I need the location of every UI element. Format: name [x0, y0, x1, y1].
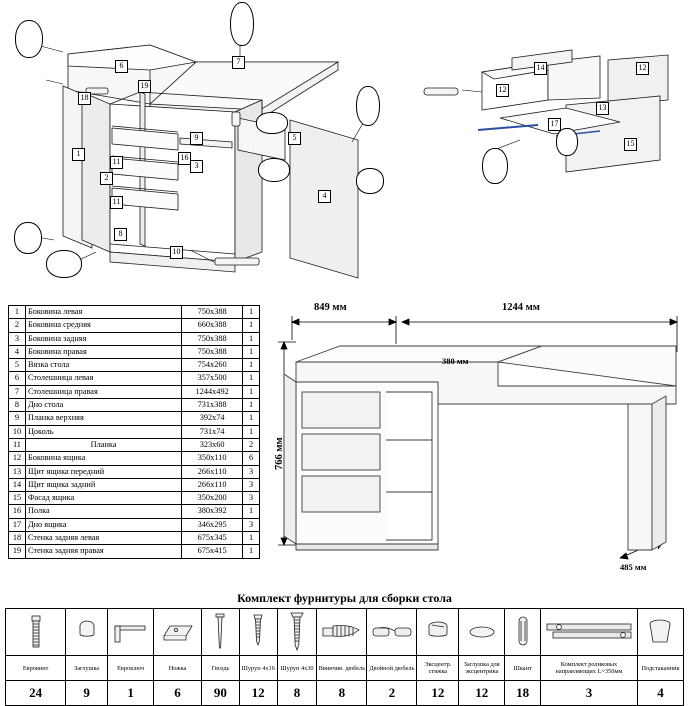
part-quantity: 6 — [243, 452, 260, 465]
table-row — [9, 332, 260, 345]
hardware-count: 6 — [154, 681, 202, 706]
callout-13: 13 — [596, 102, 609, 115]
hardware-name: Евровинт — [6, 656, 66, 681]
part-index: 19 — [9, 545, 26, 558]
nail-icon — [202, 609, 240, 656]
part-dimensions: 1244x492 — [182, 385, 243, 398]
hardware-name: Шкант — [505, 656, 541, 681]
hardware-kit-table — [5, 608, 684, 706]
hardware-count: 4 — [637, 681, 683, 706]
table-row — [9, 492, 260, 505]
part-dimensions: 660x388 — [182, 319, 243, 332]
callout-4: 4 — [318, 190, 331, 203]
detail-circle-7 — [256, 112, 288, 134]
detail-circle-3 — [46, 250, 82, 278]
callout-10: 10 — [170, 246, 183, 259]
callout-9: 9 — [190, 132, 203, 145]
table-row — [9, 425, 260, 438]
cup-holder-icon — [637, 609, 683, 656]
cam-lock-icon — [417, 609, 459, 656]
screw-4x30-icon — [277, 609, 317, 656]
table-row — [9, 532, 260, 545]
part-quantity: 2 — [243, 438, 260, 451]
double-dowel-icon — [367, 609, 417, 656]
callout-14: 14 — [534, 62, 547, 75]
part-name: Щит ящика передний — [25, 465, 181, 478]
hardware-count: 3 — [540, 681, 637, 706]
hardware-name: Эксцентр. стяжка — [417, 656, 459, 681]
hardware-kit-title: Комплект фурнитуры для сборки стола — [237, 591, 452, 605]
hardware-count: 12 — [459, 681, 505, 706]
part-quantity: 1 — [243, 319, 260, 332]
exploded-assembly-diagram — [0, 0, 689, 295]
part-name: Столешница левая — [25, 372, 181, 385]
dim-width-right: 1244 мм — [502, 302, 540, 313]
table-row — [9, 412, 260, 425]
part-dimensions: 750x388 — [182, 345, 243, 358]
slide-rail-icon — [540, 609, 637, 656]
part-index: 17 — [9, 518, 26, 531]
part-name: Боковина ящика — [25, 452, 181, 465]
detail-circle-6 — [356, 168, 384, 194]
part-quantity: 3 — [243, 518, 260, 531]
part-name: Стенка задняя левая — [25, 532, 181, 545]
callout-17: 17 — [548, 118, 561, 131]
callout-1: 1 — [72, 148, 85, 161]
detail-circle-5 — [356, 86, 380, 126]
dowel-icon — [505, 609, 541, 656]
part-name: Боковина левая — [25, 306, 181, 319]
part-name: Стенка задняя правая — [25, 545, 181, 558]
part-name: Планка верхняя — [25, 412, 181, 425]
part-index: 16 — [9, 505, 26, 518]
part-name: Боковина правая — [25, 345, 181, 358]
hardware-name: Шуруп 4х16 — [239, 656, 277, 681]
callout-15: 15 — [624, 138, 637, 151]
part-name: Полка — [25, 505, 181, 518]
hardware-name: Комплект роликовых направляющих L=350мм — [540, 656, 637, 681]
part-quantity: 1 — [243, 359, 260, 372]
part-dimensions: 380x392 — [182, 505, 243, 518]
table-row — [9, 505, 260, 518]
hardware-name: Подстаканник — [637, 656, 683, 681]
table-row — [9, 399, 260, 412]
table-row — [9, 518, 260, 531]
part-quantity: 1 — [243, 345, 260, 358]
part-dimensions: 266x110 — [182, 478, 243, 491]
table-row — [9, 345, 260, 358]
hardware-count: 8 — [317, 681, 367, 706]
detail-circle-1 — [15, 20, 43, 58]
part-index: 10 — [9, 425, 26, 438]
callout-8: 8 — [114, 228, 127, 241]
part-index: 6 — [9, 372, 26, 385]
part-quantity: 3 — [243, 478, 260, 491]
part-index: 3 — [9, 332, 26, 345]
part-dimensions: 346x295 — [182, 518, 243, 531]
part-dimensions: 392x74 — [182, 412, 243, 425]
table-row — [9, 372, 260, 385]
part-dimensions: 675x345 — [182, 532, 243, 545]
part-quantity: 1 — [243, 545, 260, 558]
part-index: 4 — [9, 345, 26, 358]
dim-height: 766 мм — [274, 437, 285, 470]
part-dimensions: 754x260 — [182, 359, 243, 372]
table-row — [9, 545, 260, 558]
part-dimensions: 731x74 — [182, 425, 243, 438]
part-quantity: 1 — [243, 412, 260, 425]
hardware-name: Ввинчив. дюбель — [317, 656, 367, 681]
detail-circle-9 — [482, 148, 508, 184]
part-name: Столешница правая — [25, 385, 181, 398]
callout-19: 19 — [138, 80, 151, 93]
part-index: 11 — [9, 438, 26, 451]
detail-circle-4 — [230, 2, 254, 46]
part-dimensions: 750x388 — [182, 332, 243, 345]
callout-5: 5 — [288, 132, 301, 145]
hardware-count: 9 — [66, 681, 108, 706]
part-quantity: 1 — [243, 385, 260, 398]
part-dimensions: 357x500 — [182, 372, 243, 385]
hardware-count: 8 — [277, 681, 317, 706]
part-name: Боковина задняя — [25, 332, 181, 345]
part-index: 1 — [9, 306, 26, 319]
hardware-count: 18 — [505, 681, 541, 706]
hardware-count: 12 — [417, 681, 459, 706]
hardware-name: Заглушка для эксцентрика — [459, 656, 505, 681]
part-quantity: 1 — [243, 332, 260, 345]
part-quantity: 1 — [243, 532, 260, 545]
part-index: 7 — [9, 385, 26, 398]
part-dimensions: 266x110 — [182, 465, 243, 478]
callout-2: 2 — [100, 172, 113, 185]
callout-16: 16 — [178, 152, 191, 165]
part-name: Дно стола — [25, 399, 181, 412]
part-quantity: 1 — [243, 399, 260, 412]
part-index: 15 — [9, 492, 26, 505]
part-name: Планка — [25, 438, 181, 451]
callout-18: 18 — [78, 92, 91, 105]
part-index: 8 — [9, 399, 26, 412]
table-row — [9, 385, 260, 398]
part-quantity: 1 — [243, 306, 260, 319]
callout-12-a: 12 — [496, 84, 509, 97]
table-row — [9, 319, 260, 332]
part-quantity: 1 — [243, 425, 260, 438]
part-dimensions: 350x110 — [182, 452, 243, 465]
detail-circle-2 — [14, 222, 42, 254]
hardware-name: Евроключ — [108, 656, 154, 681]
hardware-count: 1 — [108, 681, 154, 706]
hardware-count: 12 — [239, 681, 277, 706]
screw-in-dowel-icon — [317, 609, 367, 656]
table-row — [9, 306, 260, 319]
table-row — [9, 438, 260, 451]
part-index: 18 — [9, 532, 26, 545]
part-name: Боковина средняя — [25, 319, 181, 332]
part-name: Щит ящика задний — [25, 478, 181, 491]
part-index: 5 — [9, 359, 26, 372]
part-quantity: 3 — [243, 492, 260, 505]
part-index: 9 — [9, 412, 26, 425]
dim-width-left: 849 мм — [314, 302, 347, 313]
part-index: 14 — [9, 478, 26, 491]
callout-7: 7 — [232, 56, 245, 69]
part-dimensions: 323x60 — [182, 438, 243, 451]
cap-icon — [66, 609, 108, 656]
foot-icon — [154, 609, 202, 656]
part-quantity: 1 — [243, 505, 260, 518]
table-row — [9, 478, 260, 491]
part-index: 13 — [9, 465, 26, 478]
table-row — [9, 452, 260, 465]
detail-circle-8 — [258, 158, 290, 182]
cam-cap-icon — [459, 609, 505, 656]
parts-list-table — [8, 305, 260, 559]
part-index: 12 — [9, 452, 26, 465]
part-dimensions: 675x415 — [182, 545, 243, 558]
callout-3: 3 — [190, 160, 203, 173]
part-dimensions: 350x200 — [182, 492, 243, 505]
hardware-name: Ножка — [154, 656, 202, 681]
part-quantity: 1 — [243, 372, 260, 385]
screw-4x16-icon — [239, 609, 277, 656]
dim-depth-front: 485 мм — [620, 562, 647, 572]
callout-6: 6 — [115, 60, 128, 73]
dim-depth-inner: 380 мм — [442, 356, 469, 366]
part-name: Дно ящика — [25, 518, 181, 531]
callout-12-b: 12 — [636, 62, 649, 75]
part-name: Цоколь — [25, 425, 181, 438]
part-name: Вязка стола — [25, 359, 181, 372]
callout-11-a: 11 — [110, 156, 123, 169]
callout-11-b: 11 — [110, 196, 123, 209]
part-dimensions: 731x388 — [182, 399, 243, 412]
euro-screw-icon — [6, 609, 66, 656]
hardware-name: Шуруп 4х30 — [277, 656, 317, 681]
hardware-name: Гвоздь — [202, 656, 240, 681]
hardware-name: Заглушка — [66, 656, 108, 681]
table-row — [9, 359, 260, 372]
hardware-count: 2 — [367, 681, 417, 706]
part-quantity: 3 — [243, 465, 260, 478]
part-dimensions: 750x388 — [182, 306, 243, 319]
part-index: 2 — [9, 319, 26, 332]
detail-circle-10 — [556, 128, 578, 156]
dimensioned-desk-drawing — [262, 300, 689, 588]
hardware-count: 90 — [202, 681, 240, 706]
hardware-name: Двойной дюбель — [367, 656, 417, 681]
part-name: Фасад ящика — [25, 492, 181, 505]
euro-key-icon — [108, 609, 154, 656]
table-row — [9, 465, 260, 478]
hardware-count: 24 — [6, 681, 66, 706]
